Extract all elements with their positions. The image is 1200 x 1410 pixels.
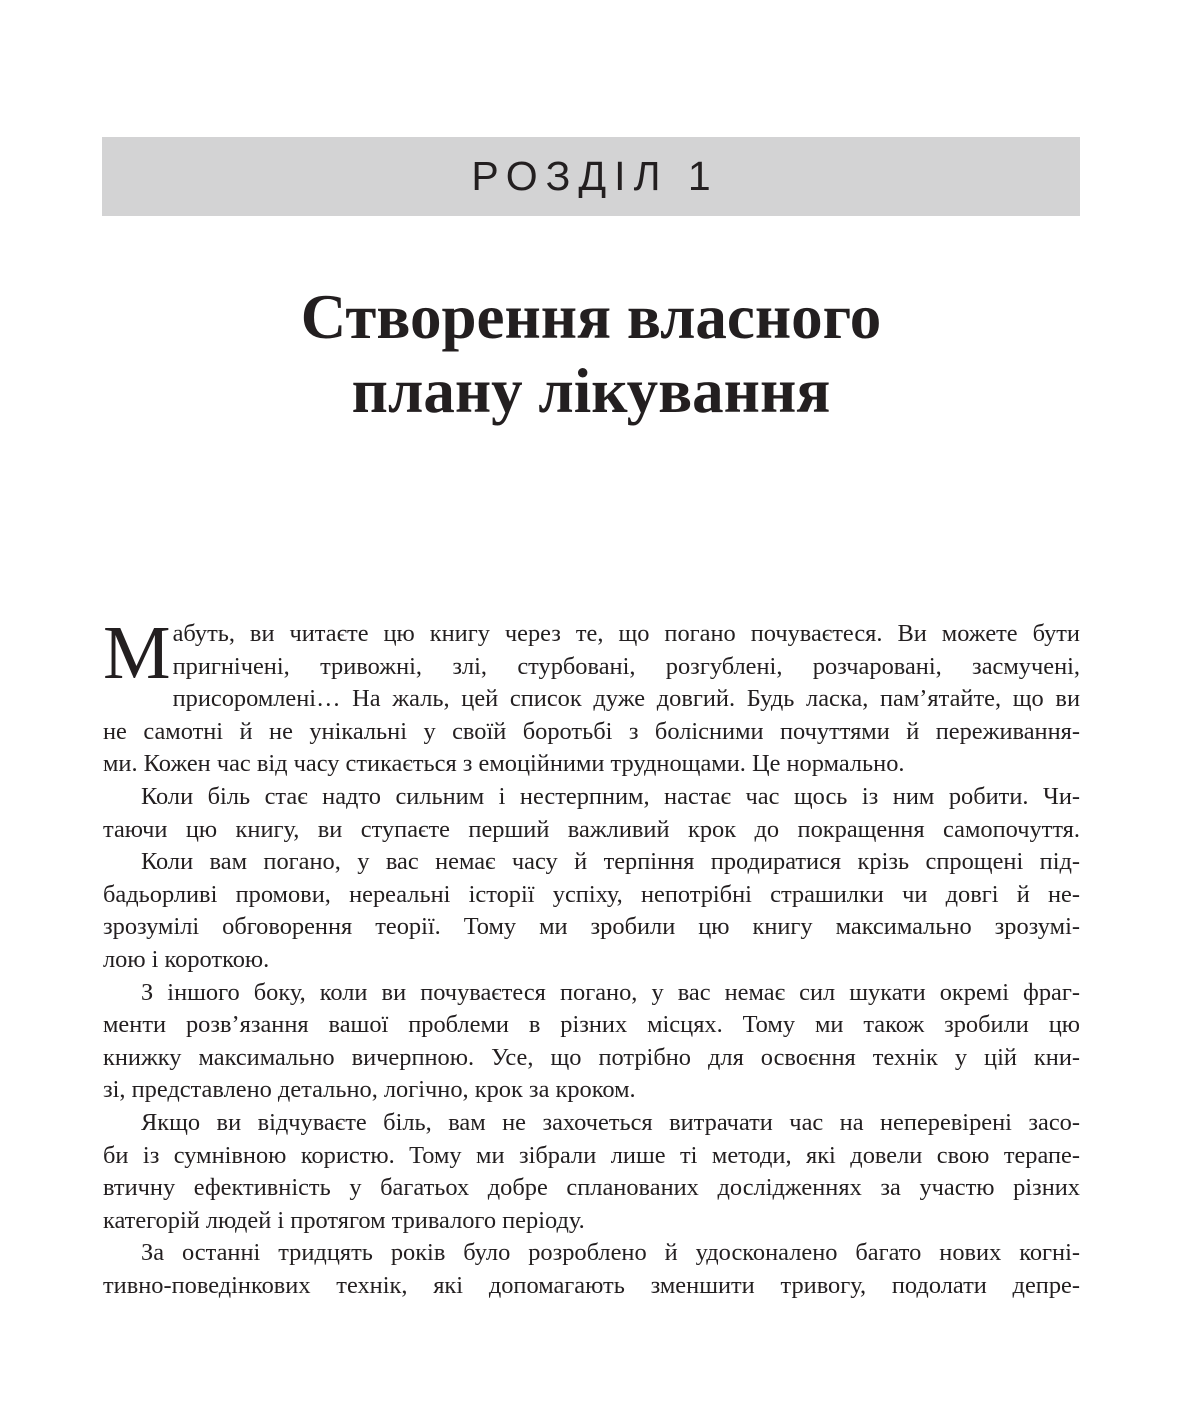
text-line: присоромлені… На жаль, цей список дуже довгий. Будь ласка, пам’ятайте, що ви <box>172 685 1080 713</box>
text-line: бадьорливі промови, нереальні історії успіху, непотрібні страшилки чи довгі й не- <box>103 880 1080 908</box>
chapter-header-bar <box>102 137 1080 216</box>
paragraph-4 <box>103 977 1080 1107</box>
text-line: За останні тридцять років було розроблено й удосконалено багато нових когні- <box>141 1239 1080 1267</box>
text-line: ми. Кожен час від часу стикається з емоційними труднощами. Це нормально. <box>103 750 905 778</box>
text-line: таючи цю книгу, ви ступаєте перший важливий крок до покращення самопочуття. <box>103 815 1080 843</box>
text-line: Коли біль стає надто сильним і нестерпним, настає час щось із ним робити. Чи- <box>141 782 1080 810</box>
text-line: лою і короткою. <box>103 945 270 973</box>
drop-cap: М <box>103 611 171 695</box>
chapter-label: РОЗДІЛ 1 <box>471 153 719 199</box>
text-line: З іншого боку, коли ви почуваєтеся погано, у вас немає сил шукати окремі фраг- <box>141 978 1080 1006</box>
body-text <box>103 611 1080 1302</box>
text-line: тивно-поведінкових технік, які допомагають зменшити тривогу, подолати депре- <box>103 1271 1080 1299</box>
text-line: пригнічені, тривожні, злі, стурбовані, розгублені, розчаровані, засмучені, <box>172 652 1080 680</box>
text-line: би із сумнівною користю. Тому ми зібрали лише ті методи, які довели свою терапе- <box>103 1141 1080 1169</box>
chapter-title-line-2: плану лікування <box>351 356 831 426</box>
paragraph-5 <box>103 1107 1080 1237</box>
text-line: не самотні й не унікальні у своїй боротьбі з болісними почуттями й переживання- <box>103 717 1080 745</box>
paragraph-3 <box>103 846 1080 976</box>
text-line: категорій людей і протягом тривалого періоду. <box>103 1206 585 1234</box>
paragraph-6 <box>103 1237 1080 1302</box>
chapter-title <box>102 280 1080 428</box>
text-line: Коли вам погано, у вас немає часу й терпіння продиратися крізь спрощені під- <box>141 848 1080 876</box>
paragraph-1 <box>103 611 1080 781</box>
text-line: зі, представлено детально, логічно, крок за кроком. <box>103 1076 636 1104</box>
text-line: абуть, ви читаєте цю книгу через те, що погано почуваєтеся. Ви можете бути <box>172 620 1080 647</box>
text-line: менти розв’язання вашої проблеми в різних місцях. Тому ми також зробили цю <box>103 1011 1080 1039</box>
text-line: зрозумілі обговорення теорії. Тому ми зробили цю книгу максимально зрозумі- <box>103 913 1080 941</box>
paragraph-2 <box>103 781 1080 846</box>
text-line: книжку максимально вичерпною. Усе, що потрібно для освоєння технік у цій кни- <box>103 1043 1080 1071</box>
chapter-title-line-1: Створення власного <box>300 282 882 352</box>
text-line: Якщо ви відчуваєте біль, вам не захочеться витрачати час на неперевірені засо- <box>141 1108 1080 1136</box>
text-line: втичну ефективність у багатьох добре спланованих дослідженнях за участю різних <box>103 1174 1080 1202</box>
